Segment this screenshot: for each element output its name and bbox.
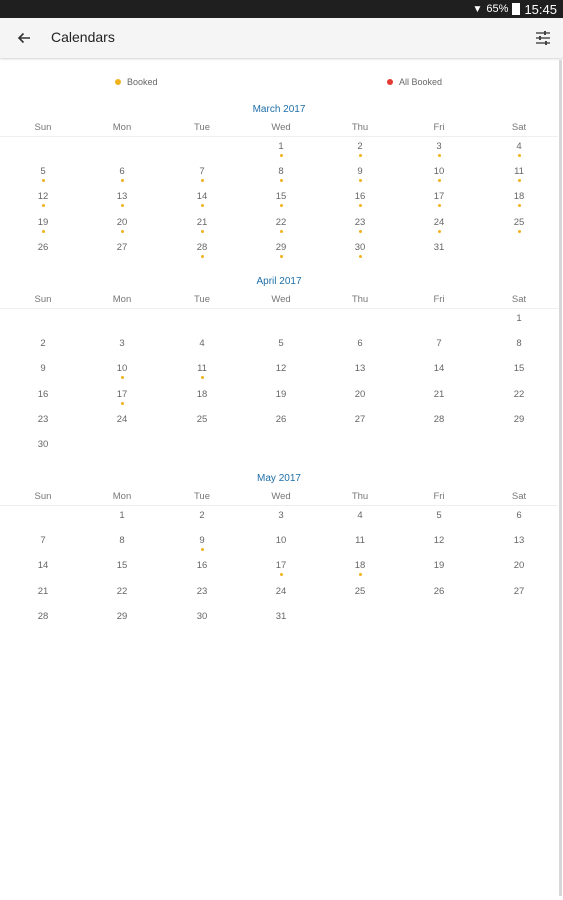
day-number: 13: [513, 535, 525, 547]
day-cell[interactable]: [266, 389, 296, 411]
booked-indicator: [280, 230, 283, 233]
day-number: 22: [513, 388, 525, 400]
day-cell[interactable]: [504, 414, 534, 436]
day-number: 4: [199, 338, 205, 350]
booked-indicator: [201, 204, 204, 207]
day-number: 3: [278, 510, 284, 521]
day-cell[interactable]: [345, 414, 375, 436]
day-number: 15: [513, 363, 525, 375]
day-cell[interactable]: [345, 166, 375, 188]
booked-indicator: [280, 154, 283, 157]
weekday-header-row: [0, 122, 558, 137]
day-cell[interactable]: [424, 363, 454, 385]
booked-indicator: [42, 179, 45, 182]
day-number: 13: [354, 363, 366, 375]
day-cell[interactable]: [424, 166, 454, 188]
legend-booked-dot: [115, 79, 121, 85]
day-number: 25: [196, 413, 208, 425]
day-cell[interactable]: [345, 242, 375, 264]
day-number: 29: [275, 241, 287, 253]
status-bar: [0, 0, 563, 18]
day-cell[interactable]: [504, 363, 534, 385]
booked-indicator: [518, 204, 521, 207]
day-number: 9: [199, 535, 205, 547]
day-cell[interactable]: [107, 217, 137, 239]
booked-indicator: [280, 179, 283, 182]
booked-indicator: [121, 179, 124, 182]
day-number: 2: [40, 338, 46, 350]
day-number: 12: [433, 535, 445, 547]
weekday-label: Sun: [34, 294, 52, 305]
day-cell[interactable]: [266, 510, 296, 532]
day-cell[interactable]: [504, 141, 534, 163]
booked-indicator: [42, 230, 45, 233]
weekday-label: Thu: [351, 491, 369, 502]
day-number: 20: [116, 216, 128, 228]
legend-all-booked: [387, 77, 442, 87]
day-number: 10: [275, 535, 287, 547]
month-title: March 2017: [252, 104, 306, 115]
weekday-label: Fri: [433, 122, 445, 133]
day-cell[interactable]: [504, 510, 534, 532]
day-number: 30: [354, 241, 366, 253]
scrollbar[interactable]: [559, 60, 562, 896]
day-cell[interactable]: [28, 166, 58, 188]
weekday-label: Sat: [511, 122, 527, 133]
day-number: 19: [37, 216, 49, 228]
day-number: 11: [514, 166, 524, 178]
day-number: 1: [516, 313, 522, 324]
day-number: 14: [433, 363, 445, 375]
app-bar: [0, 18, 563, 58]
day-number: 19: [433, 560, 445, 572]
day-number: 28: [196, 241, 208, 253]
day-number: 16: [37, 388, 49, 400]
day-number: 18: [196, 388, 208, 400]
day-cell[interactable]: [345, 586, 375, 608]
day-number: 24: [275, 585, 287, 597]
day-cell[interactable]: [345, 535, 375, 557]
day-cell[interactable]: [266, 535, 296, 557]
day-number: 19: [275, 388, 287, 400]
day-cell[interactable]: [345, 217, 375, 239]
day-number: 29: [116, 610, 128, 622]
day-cell[interactable]: [504, 535, 534, 557]
day-number: 28: [433, 413, 445, 425]
day-cell[interactable]: [424, 560, 454, 582]
page-title: Calendars: [51, 29, 115, 45]
back-button[interactable]: [12, 26, 36, 50]
day-number: 16: [196, 560, 208, 572]
booked-indicator: [280, 573, 283, 576]
day-cell[interactable]: [266, 560, 296, 582]
day-number: 22: [116, 585, 128, 597]
booked-indicator: [359, 255, 362, 258]
day-cell[interactable]: [424, 535, 454, 557]
booked-indicator: [518, 179, 521, 182]
booked-indicator: [359, 154, 362, 157]
day-number: 17: [275, 560, 287, 572]
day-cell[interactable]: [345, 510, 375, 532]
weekday-label: Fri: [433, 294, 445, 305]
day-number: 29: [513, 413, 525, 425]
booked-indicator: [121, 230, 124, 233]
weekday-label: Tue: [193, 122, 211, 133]
day-cell[interactable]: [504, 389, 534, 411]
booked-indicator: [280, 255, 283, 258]
day-number: 3: [119, 338, 125, 350]
day-cell[interactable]: [345, 560, 375, 582]
day-cell[interactable]: [28, 242, 58, 264]
day-number: 11: [355, 535, 365, 547]
day-number: 8: [278, 166, 284, 178]
day-number: 9: [357, 166, 363, 178]
day-cell[interactable]: [266, 217, 296, 239]
day-number: 21: [433, 388, 445, 400]
booked-indicator: [121, 376, 124, 379]
day-cell[interactable]: [187, 414, 217, 436]
booked-indicator: [359, 230, 362, 233]
calendar-list[interactable]: [0, 60, 558, 900]
day-cell[interactable]: [187, 560, 217, 582]
booked-indicator: [42, 204, 45, 207]
day-number: 16: [354, 191, 366, 203]
booked-indicator: [201, 179, 204, 182]
booked-indicator: [359, 179, 362, 182]
day-cell[interactable]: [28, 414, 58, 436]
day-number: 17: [433, 191, 445, 203]
day-cell[interactable]: [266, 191, 296, 213]
day-cell[interactable]: [187, 363, 217, 385]
day-number: 27: [116, 241, 128, 253]
day-cell[interactable]: [187, 510, 217, 532]
day-cell[interactable]: [345, 363, 375, 385]
day-number: 11: [197, 363, 207, 375]
day-cell[interactable]: [187, 389, 217, 411]
day-number: 5: [278, 338, 284, 350]
weekday-label: Sat: [511, 294, 527, 305]
day-number: 15: [116, 560, 128, 572]
day-number: 25: [513, 216, 525, 228]
weekday-label: Sat: [511, 491, 527, 502]
day-cell[interactable]: [28, 611, 58, 633]
day-number: 12: [37, 191, 49, 203]
day-number: 27: [513, 585, 525, 597]
weekday-label: Mon: [112, 122, 132, 133]
day-cell[interactable]: [187, 242, 217, 264]
day-cell[interactable]: [28, 560, 58, 582]
day-number: 10: [433, 166, 445, 178]
day-number: 8: [516, 338, 522, 350]
day-number: 1: [119, 510, 125, 521]
day-number: 27: [354, 413, 366, 425]
weekday-header-row: [0, 294, 558, 309]
day-cell[interactable]: [107, 242, 137, 264]
day-cell[interactable]: [345, 338, 375, 360]
day-number: 6: [119, 166, 125, 178]
day-number: 15: [275, 191, 287, 203]
day-cell[interactable]: [107, 338, 137, 360]
day-cell[interactable]: [107, 363, 137, 385]
day-cell[interactable]: [504, 191, 534, 213]
sliders-icon: [534, 29, 552, 47]
month-title: May 2017: [257, 473, 301, 484]
arrow-left-icon: [16, 30, 32, 46]
month-title: April 2017: [256, 276, 302, 287]
day-cell[interactable]: [345, 389, 375, 411]
day-cell[interactable]: [107, 414, 137, 436]
day-number: 24: [116, 413, 128, 425]
day-number: 14: [196, 191, 208, 203]
status-icons: [473, 0, 557, 18]
weekday-header-row: [0, 491, 558, 506]
day-number: 5: [436, 510, 442, 521]
day-cell[interactable]: [424, 242, 454, 264]
weekday-label: Thu: [351, 294, 369, 305]
weekday-label: Sun: [34, 491, 52, 502]
booked-indicator: [518, 154, 521, 157]
day-cell[interactable]: [187, 338, 217, 360]
booked-indicator: [201, 255, 204, 258]
booked-indicator: [438, 204, 441, 207]
day-number: 18: [513, 191, 525, 203]
day-number: 3: [436, 141, 442, 152]
weekday-label: Fri: [433, 491, 445, 502]
day-cell[interactable]: [28, 535, 58, 557]
weekday-label: Tue: [193, 294, 211, 305]
day-cell[interactable]: [187, 217, 217, 239]
booked-indicator: [438, 154, 441, 157]
day-cell[interactable]: [187, 535, 217, 557]
day-cell[interactable]: [424, 389, 454, 411]
day-number: 7: [436, 338, 442, 350]
day-cell[interactable]: [107, 510, 137, 532]
day-number: 17: [116, 388, 128, 400]
weekday-label: Wed: [271, 294, 291, 305]
legend-booked: [115, 77, 158, 87]
day-cell[interactable]: [504, 338, 534, 360]
day-cell[interactable]: [28, 389, 58, 411]
weekday-label: Wed: [271, 491, 291, 502]
weekday-label: Wed: [271, 122, 291, 133]
weekday-label: Mon: [112, 294, 132, 305]
booked-indicator: [121, 204, 124, 207]
clock-time: 15:45: [524, 1, 557, 17]
day-number: 10: [116, 363, 128, 375]
day-number: 5: [40, 166, 46, 178]
legend-booked-label: Booked: [127, 77, 158, 87]
day-cell[interactable]: [504, 166, 534, 188]
day-number: 20: [513, 560, 525, 572]
day-cell[interactable]: [266, 242, 296, 264]
day-number: 9: [40, 363, 46, 375]
day-cell[interactable]: [107, 586, 137, 608]
day-number: 28: [37, 610, 49, 622]
day-cell[interactable]: [28, 338, 58, 360]
day-cell[interactable]: [107, 166, 137, 188]
day-number: 26: [37, 241, 49, 253]
day-cell[interactable]: [504, 217, 534, 239]
day-cell[interactable]: [266, 141, 296, 163]
legend-all-booked-dot: [387, 79, 393, 85]
day-cell[interactable]: [187, 611, 217, 633]
day-number: 14: [37, 560, 49, 572]
day-cell[interactable]: [266, 611, 296, 633]
day-cell[interactable]: [107, 611, 137, 633]
day-cell[interactable]: [504, 586, 534, 608]
weekday-label: Thu: [351, 122, 369, 133]
day-cell[interactable]: [424, 338, 454, 360]
day-number: 2: [199, 510, 205, 521]
day-cell[interactable]: [424, 414, 454, 436]
day-cell[interactable]: [504, 313, 534, 335]
booked-indicator: [201, 376, 204, 379]
day-cell[interactable]: [424, 191, 454, 213]
day-number: 30: [196, 610, 208, 622]
day-number: 2: [357, 141, 363, 152]
day-cell[interactable]: [28, 586, 58, 608]
day-number: 8: [119, 535, 125, 547]
day-cell[interactable]: [504, 560, 534, 582]
day-number: 1: [278, 141, 284, 152]
day-cell[interactable]: [187, 166, 217, 188]
day-cell[interactable]: [187, 191, 217, 213]
day-number: 20: [354, 388, 366, 400]
day-cell[interactable]: [28, 217, 58, 239]
day-cell[interactable]: [28, 363, 58, 385]
day-cell[interactable]: [266, 166, 296, 188]
booked-indicator: [201, 548, 204, 551]
day-number: 4: [516, 141, 522, 152]
day-number: 22: [275, 216, 287, 228]
day-number: 24: [433, 216, 445, 228]
day-number: 31: [433, 241, 445, 253]
day-number: 23: [37, 413, 49, 425]
day-number: 23: [354, 216, 366, 228]
battery-percent: 65%: [486, 3, 509, 15]
day-number: 21: [196, 216, 208, 228]
day-number: 13: [116, 191, 128, 203]
day-cell[interactable]: [28, 191, 58, 213]
day-cell[interactable]: [187, 586, 217, 608]
booked-indicator: [438, 179, 441, 182]
day-number: 7: [40, 535, 46, 547]
day-cell[interactable]: [345, 141, 375, 163]
day-cell[interactable]: [424, 510, 454, 532]
weekday-label: Tue: [193, 491, 211, 502]
legend: [0, 77, 558, 91]
day-cell[interactable]: [266, 338, 296, 360]
day-cell[interactable]: [107, 535, 137, 557]
booked-indicator: [280, 204, 283, 207]
legend-all-booked-label: All Booked: [399, 77, 443, 87]
day-number: 30: [37, 439, 49, 450]
weekday-label: Sun: [34, 122, 52, 133]
day-number: 31: [275, 610, 287, 622]
day-number: 7: [199, 166, 205, 178]
weekday-label: Mon: [112, 491, 132, 502]
day-cell[interactable]: [266, 586, 296, 608]
day-number: 21: [37, 585, 49, 597]
day-cell[interactable]: [424, 217, 454, 239]
day-number: 25: [354, 585, 366, 597]
booked-indicator: [438, 230, 441, 233]
day-number: 23: [196, 585, 208, 597]
booked-indicator: [359, 204, 362, 207]
booked-indicator: [359, 573, 362, 576]
booked-indicator: [201, 230, 204, 233]
day-cell[interactable]: [345, 191, 375, 213]
day-number: 26: [433, 585, 445, 597]
booked-indicator: [121, 402, 124, 405]
wifi-icon: ▼: [472, 3, 483, 15]
day-number: 18: [354, 560, 366, 572]
day-number: 12: [275, 363, 287, 375]
day-cell[interactable]: [424, 141, 454, 163]
day-cell[interactable]: [266, 363, 296, 385]
day-cell[interactable]: [107, 191, 137, 213]
battery-icon: [512, 3, 520, 15]
day-number: 26: [275, 413, 287, 425]
day-number: 4: [357, 510, 363, 521]
day-number: 6: [516, 510, 522, 521]
day-number: 6: [357, 338, 363, 350]
day-cell[interactable]: [107, 560, 137, 582]
filter-button[interactable]: [531, 26, 555, 50]
day-cell[interactable]: [107, 389, 137, 411]
booked-indicator: [518, 230, 521, 233]
day-cell[interactable]: [28, 439, 58, 461]
day-cell[interactable]: [266, 414, 296, 436]
day-cell[interactable]: [424, 586, 454, 608]
